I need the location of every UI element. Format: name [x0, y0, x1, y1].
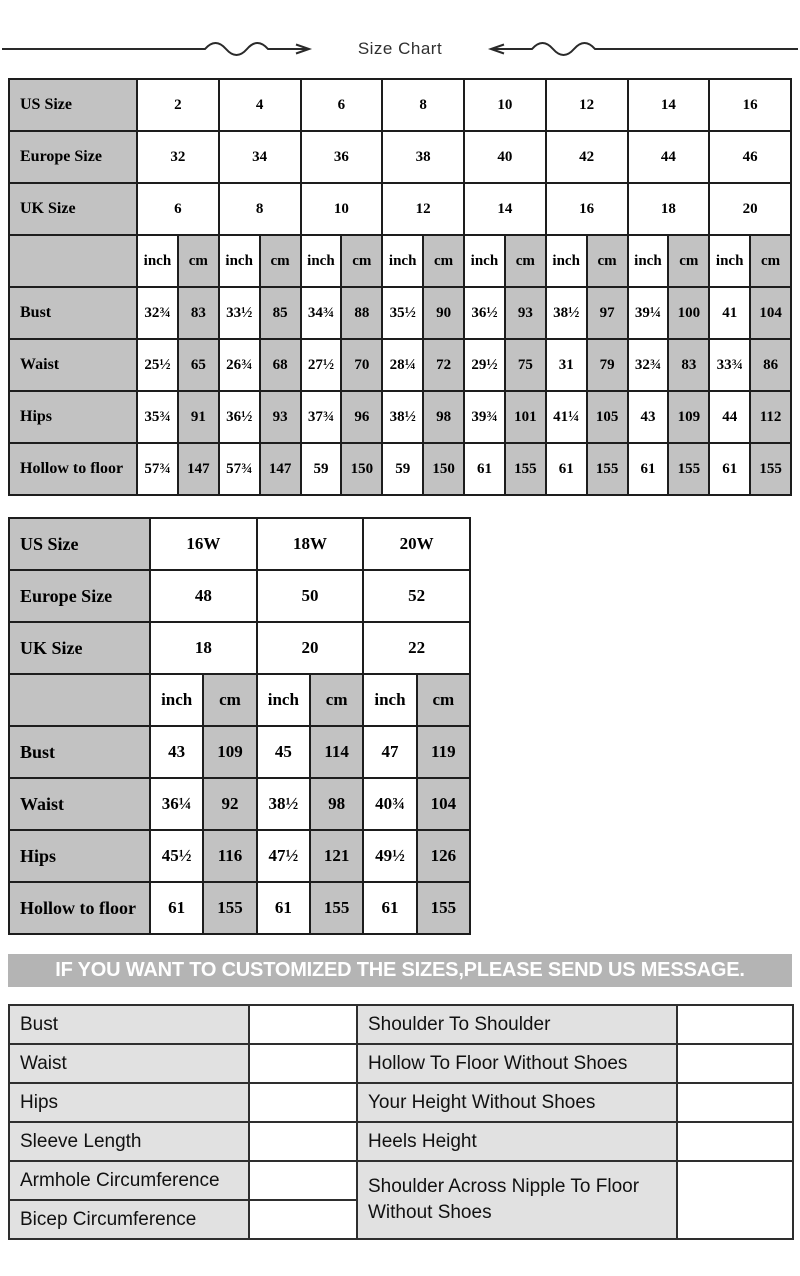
inch-value-cell: 38½	[257, 778, 310, 830]
measure-blank-cell	[249, 1200, 357, 1239]
custom-form-row	[9, 1005, 793, 1044]
measure-row	[9, 830, 470, 882]
cm-value-cell: 155	[668, 443, 709, 495]
measure-blank-cell	[249, 1161, 357, 1200]
size-value-cell: 14	[464, 183, 546, 235]
inch-value-cell: 38½	[546, 287, 587, 339]
cm-value-cell: 119	[417, 726, 470, 778]
cm-value-cell: 101	[505, 391, 546, 443]
inch-value-cell: 44	[709, 391, 750, 443]
row-label	[9, 674, 150, 726]
size-value-cell: 12	[546, 79, 628, 131]
customize-banner: IF YOU WANT TO CUSTOMIZED THE SIZES,PLEASE SEND US MESSAGE.	[8, 954, 792, 987]
cm-value-cell: 86	[750, 339, 791, 391]
size-row	[9, 131, 791, 183]
unit-inch-header: inch	[363, 674, 416, 726]
cm-value-cell: 96	[341, 391, 382, 443]
size-row	[9, 518, 470, 570]
row-label: UK Size	[9, 183, 137, 235]
row-label: Hollow to floor	[9, 882, 150, 934]
inch-value-cell: 32¾	[137, 287, 178, 339]
measure-label: Your Height Without Shoes	[357, 1083, 677, 1122]
cm-value-cell: 114	[310, 726, 363, 778]
inch-value-cell: 61	[363, 882, 416, 934]
measure-row	[9, 778, 470, 830]
measure-blank-cell	[677, 1083, 793, 1122]
size-value-cell: 20W	[363, 518, 470, 570]
measure-blank-cell	[677, 1005, 793, 1044]
size-value-cell: 50	[257, 570, 364, 622]
size-row	[9, 79, 791, 131]
size-value-cell: 52	[363, 570, 470, 622]
cm-value-cell: 155	[505, 443, 546, 495]
cm-value-cell: 155	[310, 882, 363, 934]
inch-value-cell: 61	[546, 443, 587, 495]
inch-value-cell: 57¾	[137, 443, 178, 495]
size-row	[9, 622, 470, 674]
cm-value-cell: 70	[341, 339, 382, 391]
unit-cm-header: cm	[341, 235, 382, 287]
row-label: US Size	[9, 518, 150, 570]
unit-cm-header: cm	[417, 674, 470, 726]
measure-row	[9, 443, 791, 495]
inch-value-cell: 61	[257, 882, 310, 934]
inch-value-cell: 61	[709, 443, 750, 495]
size-value-cell: 6	[301, 79, 383, 131]
row-label: Europe Size	[9, 570, 150, 622]
arrow-line-left-icon	[0, 38, 322, 60]
inch-value-cell: 35¾	[137, 391, 178, 443]
inch-value-cell: 33¾	[709, 339, 750, 391]
row-label: Hips	[9, 391, 137, 443]
size-value-cell: 32	[137, 131, 219, 183]
size-value-cell: 10	[464, 79, 546, 131]
inch-value-cell: 45½	[150, 830, 203, 882]
inch-value-cell: 43	[628, 391, 669, 443]
measure-row	[9, 287, 791, 339]
unit-inch-header: inch	[219, 235, 260, 287]
inch-value-cell: 61	[150, 882, 203, 934]
size-value-cell: 10	[301, 183, 383, 235]
unit-inch-header: inch	[137, 235, 178, 287]
inch-value-cell: 26¾	[219, 339, 260, 391]
inch-value-cell: 33½	[219, 287, 260, 339]
inch-value-cell: 32¾	[628, 339, 669, 391]
size-value-cell: 8	[219, 183, 301, 235]
inch-value-cell: 40¾	[363, 778, 416, 830]
inch-value-cell: 36½	[219, 391, 260, 443]
cm-value-cell: 155	[587, 443, 628, 495]
unit-cm-header: cm	[668, 235, 709, 287]
inch-value-cell: 35½	[382, 287, 423, 339]
size-value-cell: 34	[219, 131, 301, 183]
inch-value-cell: 39¾	[464, 391, 505, 443]
cm-value-cell: 150	[423, 443, 464, 495]
row-label: UK Size	[9, 622, 150, 674]
measure-row	[9, 726, 470, 778]
unit-inch-header: inch	[382, 235, 423, 287]
custom-form-row	[9, 1161, 793, 1200]
row-label: Waist	[9, 778, 150, 830]
size-value-cell: 16W	[150, 518, 257, 570]
cm-value-cell: 116	[203, 830, 256, 882]
inch-value-cell: 37¾	[301, 391, 342, 443]
unit-cm-header: cm	[310, 674, 363, 726]
unit-header-row	[9, 235, 791, 287]
size-value-cell: 46	[709, 131, 791, 183]
inch-value-cell: 36½	[464, 287, 505, 339]
cm-value-cell: 155	[750, 443, 791, 495]
inch-value-cell: 34¾	[301, 287, 342, 339]
size-value-cell: 22	[363, 622, 470, 674]
measure-blank-cell	[249, 1083, 357, 1122]
inch-value-cell: 47½	[257, 830, 310, 882]
size-value-cell: 18	[150, 622, 257, 674]
cm-value-cell: 155	[417, 882, 470, 934]
cm-value-cell: 155	[203, 882, 256, 934]
measure-row	[9, 339, 791, 391]
size-value-cell: 12	[382, 183, 464, 235]
cm-value-cell: 83	[668, 339, 709, 391]
size-value-cell: 6	[137, 183, 219, 235]
size-value-cell: 36	[301, 131, 383, 183]
measure-label: Hips	[9, 1083, 249, 1122]
cm-value-cell: 93	[505, 287, 546, 339]
row-label: Europe Size	[9, 131, 137, 183]
size-value-cell: 48	[150, 570, 257, 622]
unit-inch-header: inch	[628, 235, 669, 287]
cm-value-cell: 147	[178, 443, 219, 495]
inch-value-cell: 47	[363, 726, 416, 778]
size-value-cell: 16	[546, 183, 628, 235]
row-label: Hollow to floor	[9, 443, 137, 495]
inch-value-cell: 29½	[464, 339, 505, 391]
page-title: Size Chart	[357, 39, 443, 58]
unit-inch-header: inch	[546, 235, 587, 287]
inch-value-cell: 49½	[363, 830, 416, 882]
cm-value-cell: 121	[310, 830, 363, 882]
size-value-cell: 18W	[257, 518, 364, 570]
row-label: Bust	[9, 287, 137, 339]
plus-size-table	[8, 517, 471, 935]
measure-blank-cell	[677, 1122, 793, 1161]
inch-value-cell: 38½	[382, 391, 423, 443]
cm-value-cell: 88	[341, 287, 382, 339]
measure-blank-cell	[677, 1161, 793, 1239]
measure-label: Shoulder Across Nipple To Floor Without Shoes	[357, 1161, 677, 1239]
inch-value-cell: 41¼	[546, 391, 587, 443]
cm-value-cell: 105	[587, 391, 628, 443]
custom-form-row	[9, 1122, 793, 1161]
cm-value-cell: 104	[417, 778, 470, 830]
cm-value-cell: 68	[260, 339, 301, 391]
custom-form-row	[9, 1083, 793, 1122]
row-label: US Size	[9, 79, 137, 131]
row-label	[9, 235, 137, 287]
measure-label: Waist	[9, 1044, 249, 1083]
cm-value-cell: 93	[260, 391, 301, 443]
cm-value-cell: 112	[750, 391, 791, 443]
cm-value-cell: 90	[423, 287, 464, 339]
inch-value-cell: 41	[709, 287, 750, 339]
inch-value-cell: 61	[628, 443, 669, 495]
row-label: Hips	[9, 830, 150, 882]
cm-value-cell: 72	[423, 339, 464, 391]
inch-value-cell: 36¼	[150, 778, 203, 830]
unit-cm-header: cm	[587, 235, 628, 287]
cm-value-cell: 109	[203, 726, 256, 778]
cm-value-cell: 92	[203, 778, 256, 830]
size-value-cell: 38	[382, 131, 464, 183]
inch-value-cell: 27½	[301, 339, 342, 391]
measure-blank-cell	[677, 1044, 793, 1083]
unit-cm-header: cm	[178, 235, 219, 287]
measure-label: Bust	[9, 1005, 249, 1044]
measure-blank-cell	[249, 1122, 357, 1161]
size-value-cell: 16	[709, 79, 791, 131]
cm-value-cell: 150	[341, 443, 382, 495]
size-value-cell: 4	[219, 79, 301, 131]
unit-cm-header: cm	[423, 235, 464, 287]
measure-blank-cell	[249, 1005, 357, 1044]
unit-header-row	[9, 674, 470, 726]
size-value-cell: 42	[546, 131, 628, 183]
unit-inch-header: inch	[464, 235, 505, 287]
measure-label: Heels Height	[357, 1122, 677, 1161]
cm-value-cell: 75	[505, 339, 546, 391]
standard-size-table	[8, 78, 792, 496]
inch-value-cell: 25½	[137, 339, 178, 391]
size-value-cell: 20	[709, 183, 791, 235]
measure-label: Bicep Circumference	[9, 1200, 249, 1239]
inch-value-cell: 57¾	[219, 443, 260, 495]
cm-value-cell: 147	[260, 443, 301, 495]
measure-row	[9, 882, 470, 934]
cm-value-cell: 109	[668, 391, 709, 443]
size-row	[9, 183, 791, 235]
unit-cm-header: cm	[750, 235, 791, 287]
measure-label: Sleeve Length	[9, 1122, 249, 1161]
row-label: Waist	[9, 339, 137, 391]
inch-value-cell: 39¼	[628, 287, 669, 339]
measure-blank-cell	[249, 1044, 357, 1083]
size-value-cell: 20	[257, 622, 364, 674]
cm-value-cell: 79	[587, 339, 628, 391]
measure-row	[9, 391, 791, 443]
measure-label: Hollow To Floor Without Shoes	[357, 1044, 677, 1083]
custom-measurements-table	[8, 1004, 794, 1240]
unit-inch-header: inch	[301, 235, 342, 287]
cm-value-cell: 65	[178, 339, 219, 391]
arrow-line-right-icon	[478, 38, 800, 60]
size-chart-header	[0, 36, 800, 62]
unit-cm-header: cm	[505, 235, 546, 287]
cm-value-cell: 104	[750, 287, 791, 339]
unit-cm-header: cm	[203, 674, 256, 726]
measure-label: Armhole Circumference	[9, 1161, 249, 1200]
size-value-cell: 8	[382, 79, 464, 131]
row-label: Bust	[9, 726, 150, 778]
size-value-cell: 18	[628, 183, 710, 235]
unit-cm-header: cm	[260, 235, 301, 287]
cm-value-cell: 100	[668, 287, 709, 339]
inch-value-cell: 45	[257, 726, 310, 778]
inch-value-cell: 59	[301, 443, 342, 495]
unit-inch-header: inch	[150, 674, 203, 726]
inch-value-cell: 61	[464, 443, 505, 495]
size-value-cell: 40	[464, 131, 546, 183]
cm-value-cell: 91	[178, 391, 219, 443]
size-row	[9, 570, 470, 622]
cm-value-cell: 98	[310, 778, 363, 830]
inch-value-cell: 31	[546, 339, 587, 391]
inch-value-cell: 43	[150, 726, 203, 778]
cm-value-cell: 85	[260, 287, 301, 339]
size-value-cell: 14	[628, 79, 710, 131]
size-value-cell: 44	[628, 131, 710, 183]
cm-value-cell: 97	[587, 287, 628, 339]
inch-value-cell: 59	[382, 443, 423, 495]
cm-value-cell: 126	[417, 830, 470, 882]
cm-value-cell: 83	[178, 287, 219, 339]
measure-label: Shoulder To Shoulder	[357, 1005, 677, 1044]
unit-inch-header: inch	[257, 674, 310, 726]
size-value-cell: 2	[137, 79, 219, 131]
inch-value-cell: 28¼	[382, 339, 423, 391]
unit-inch-header: inch	[709, 235, 750, 287]
custom-form-row	[9, 1044, 793, 1083]
cm-value-cell: 98	[423, 391, 464, 443]
